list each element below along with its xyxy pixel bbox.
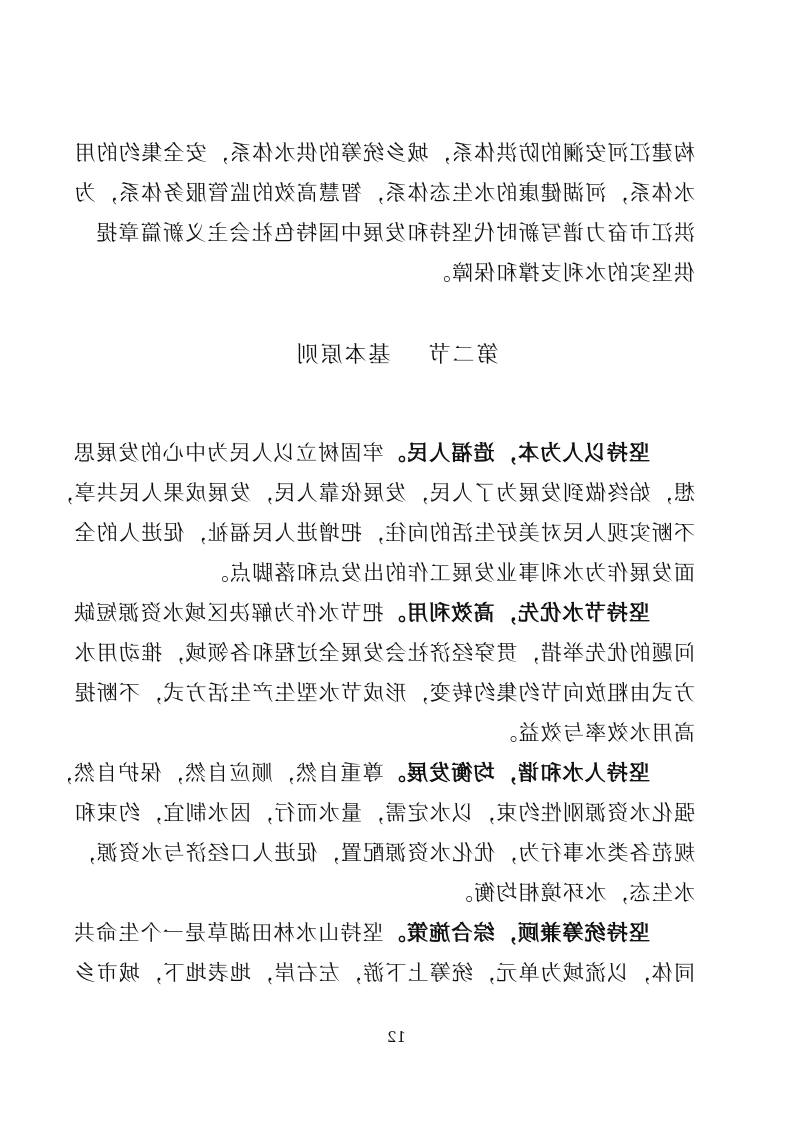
paragraph-line: 想，始终做到发展为了人民，发展依靠人民，发展成果人民共享， <box>51 481 695 505</box>
principle-first-line <box>50 760 650 786</box>
principle-text: 牢固树立以人民为中心的发展思 <box>72 441 384 465</box>
principle-lead: 坚持人水和谐，均衡发展。 <box>383 760 650 785</box>
paragraph-line: 问题的优先举措，贯穿经济社会发展全过程和各领域，推动用水 <box>73 641 695 665</box>
section-title: 基本原则 <box>294 343 391 368</box>
paragraph-line: 供坚实的水利支撑和保障。 <box>428 261 695 285</box>
section-number: 第二节 <box>426 343 499 368</box>
paragraph-line: 高用水效率与效益。 <box>495 721 695 745</box>
principle-text: 把节水作为解决区域水资源短缺 <box>72 601 384 625</box>
principle-first-line <box>72 440 650 466</box>
paragraph-line: 不断实现人民对美好生活的向往，把增进人民福祉，促进人的全 <box>73 521 695 545</box>
principle-lead: 坚持以人为本，造福人民。 <box>383 440 650 465</box>
page-number: 12 <box>386 1028 407 1046</box>
principle-text: 坚持山水林田湖草是一个生命共 <box>72 921 384 945</box>
paragraph-line: 构建江河安澜的防洪体系，城乡统筹的供水体系，安全集约的用 <box>73 141 695 165</box>
paragraph-line: 水体系，河湖健康的水生态体系，智慧高效的监管服务体系，为 <box>73 181 695 205</box>
principle-first-line <box>72 920 650 946</box>
paragraph-line: 强化水资源刚性约束，以水定需，量水而行，因水制宜，约束和 <box>73 801 695 825</box>
principle-lead: 坚持节水优先，高效利用。 <box>383 600 650 625</box>
principle-first-line <box>72 600 650 626</box>
section-heading <box>0 338 793 369</box>
principle-lead: 坚持统筹兼顾，综合施策。 <box>383 920 650 945</box>
paragraph-line: 规范各类水事行为，优化水资源配置，促进人口经济与水资源， <box>73 841 695 865</box>
paragraph-line: 同体，以流域为单元，统筹上下游，左右岸，地表地下，城市乡 <box>73 961 695 985</box>
paragraph-line: 洪江市奋力谱写新时代坚持和发展中国特色社会主义新篇章提 <box>95 221 695 245</box>
paragraph-line: 面发展作为水利事业发展工作的出发点和落脚点。 <box>206 561 695 585</box>
paragraph-line: 方式由粗放向节约集约转变，形成节水型生产生活方式，不断提 <box>73 681 695 705</box>
paragraph-line: 水生态，水环境相均衡。 <box>450 881 695 905</box>
principle-text: 尊重自然，顺应自然，保护自然， <box>50 761 384 785</box>
